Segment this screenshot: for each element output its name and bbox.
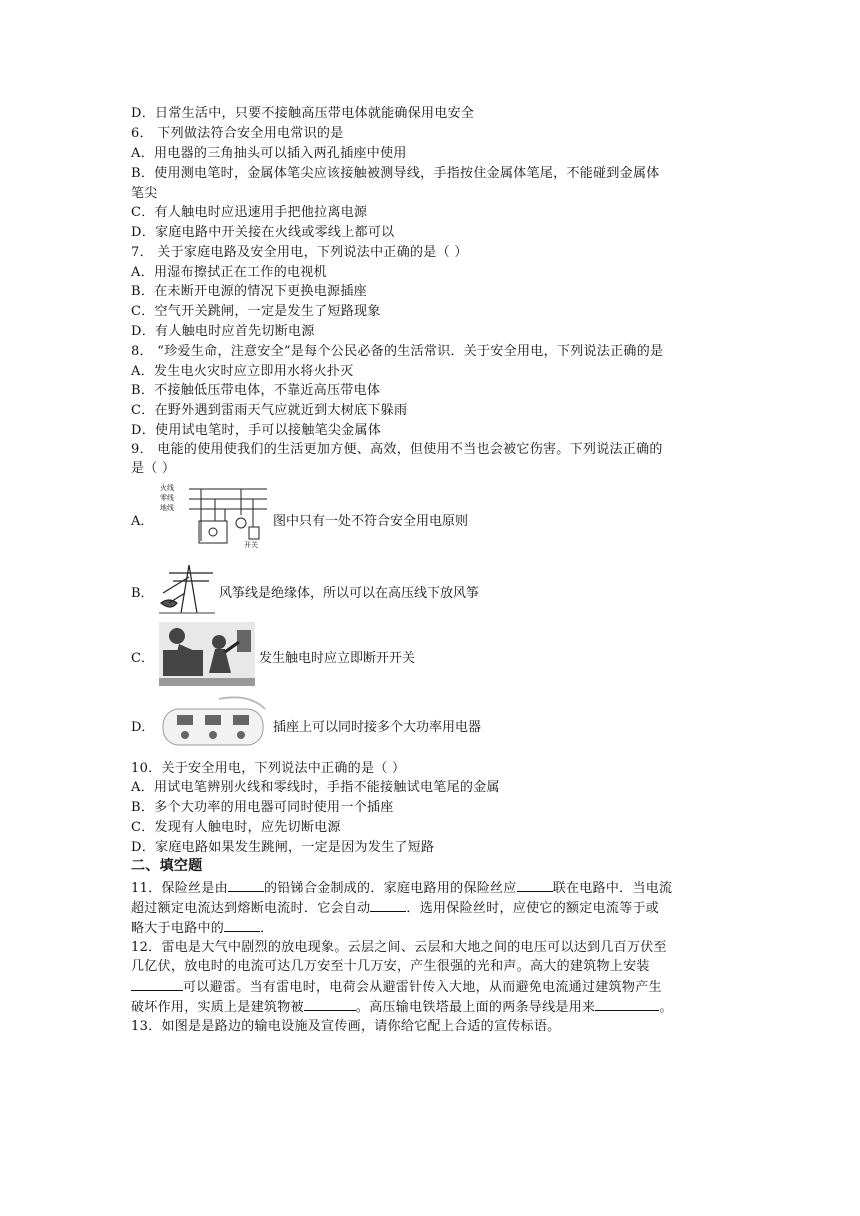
q11-text: 联在电路中．当电流 [552,881,673,896]
option-text: 插座上可以同时接多个大功率用电器 [273,719,482,735]
kite-power-line-icon [159,563,215,619]
q7-option-d: D．有人触电时应首先切断电源 [131,324,315,339]
q6-option-d: D．家庭电路中开关接在火线或零线上都可以 [131,225,395,240]
q8-option-a: A．发生电火灾时应立即用水将火扑灭 [131,364,354,379]
q7-option-c: C．空气开关跳闸，一定是发生了短路现象 [131,304,381,319]
live-wire-label: 火线 [160,484,174,492]
q12-line4 [131,997,673,1017]
blank-field[interactable] [595,997,659,1011]
q7-stem: 7． 关于家庭电路及安全用电，下列说法中正确的是（ ） [131,245,468,260]
q6-option-c: C．有人触电时应迅速用手把他拉离电源 [131,205,368,220]
q11-line2 [131,898,659,918]
q11-line3 [131,918,273,938]
q11-text: ． [260,921,274,936]
q6-stem: 6． 下列做法符合安全用电常识的是 [131,126,344,141]
q12-text: 可以避雷。当有雷电时，电荷会从避雷针传入大地，从而避免电流通过建筑物产生 [183,980,662,995]
q11-text: 略大于电路中的 [131,921,225,936]
q12-line1: 12．雷电是大气中剧烈的放电现象。云层之间、云层和大地之间的电压可以达到几百万伏至 [131,940,667,955]
q8-option-c: C．在野外遇到雷雨天气应就近到大树底下躲雨 [131,403,408,418]
option-text: 风筝线是绝缘体，所以可以在高压线下放风筝 [219,585,480,601]
q9-stem-cont: 是（ ） [131,461,176,476]
q10-option-a: A．用试电笔辨别火线和零线时，手指不能接触试电笔尾的金属 [131,780,500,795]
q6-option-b-cont: 笔尖 [131,186,158,201]
q9-option-c [131,622,415,690]
q11-line1 [131,878,672,898]
q10-option-c: C．发现有人触电时，应先切断电源 [131,820,341,835]
option-label: C． [131,650,154,666]
wiring-labels [160,483,174,513]
power-strip-icon [159,695,269,755]
q6-option-a: A．用电器的三角抽头可以插入两孔插座中使用 [131,146,407,161]
q6-option-b: B．使用测电笔时，金属体笔尖应该接触被测导线，手指按住金属体笔尾，不能碰到金属体 [131,166,660,181]
q9-option-b [131,563,479,619]
blank-field[interactable] [131,977,183,991]
blank-field[interactable] [370,898,406,912]
option-text: 发生触电时应立即断开开关 [259,650,416,666]
option-text: 图中只有一处不符合安全用电原则 [273,513,469,529]
q10-option-d: D．家庭电路如果发生跳闸，一定是因为发生了短路 [131,840,435,855]
electric-shock-icon [159,622,255,690]
q11-text: 的铅锑合金制成的．家庭电路用的保险丝应 [263,881,517,896]
q12-line2: 几亿伏，放电时的电流可达几万安至十几万安，产生很强的光和声。高大的建筑物上安装 [131,959,650,974]
blank-field[interactable] [228,878,264,892]
blank-field[interactable] [224,918,260,932]
q8-stem: 8． “珍爱生命，注意安全”是每个公民必备的生活常识．关于安全用电，下列说法正确的是 [131,344,664,359]
q11-text: 11．保险丝是由 [131,881,228,896]
q5-option-d: D．日常生活中，只要不接触高压带电体就能确保用电安全 [131,106,475,121]
q12-text: 破坏作用，实质上是建筑物被 [131,1000,304,1015]
q8-option-d: D．使用试电笔时，手可以接触笔尖金属体 [131,423,382,438]
q10-option-b: B．多个大功率的用电器可同时使用一个插座 [131,800,394,815]
ground-wire-label: 地线 [160,504,174,512]
q9-option-a [131,481,468,557]
q13-stem: 13．如图是是路边的输电设施及宣传画，请你给它配上合适的宣传标语。 [131,1019,561,1034]
q8-option-b: B．不接触低压带电体，不靠近高压带电体 [131,383,381,398]
q7-option-a: A．用湿布擦拭正在工作的电视机 [131,265,327,280]
q11-text: 超过额定电流达到熔断电流时．它会自动 [131,901,371,916]
option-label: B． [131,585,154,601]
option-label: D． [131,719,155,735]
section-heading-fill-in: 二、填空题 [131,858,203,874]
q11-text: ．选用保险丝时，应使它的额定电流等于或 [406,901,660,916]
q12-text: 。高压输电铁塔最上面的两条导线是用来 [355,1000,596,1015]
q9-option-d [131,695,481,755]
option-label: A． [131,513,154,529]
q10-stem: 10．关于安全用电，下列说法中正确的是（ ） [131,761,406,776]
blank-field[interactable] [304,997,356,1011]
neutral-wire-label: 零线 [160,494,174,502]
switch-label: 开关 [244,541,258,549]
q12-text: 。 [659,1000,673,1015]
q12-line3 [131,977,662,997]
q9-stem: 9． 电能的使用使我们的生活更加方便、高效，但使用不当也会被它伤害。下列说法正确的 [131,442,663,457]
blank-field[interactable] [517,878,553,892]
q7-option-b: B．在未断开电源的情况下更换电源插座 [131,284,367,299]
